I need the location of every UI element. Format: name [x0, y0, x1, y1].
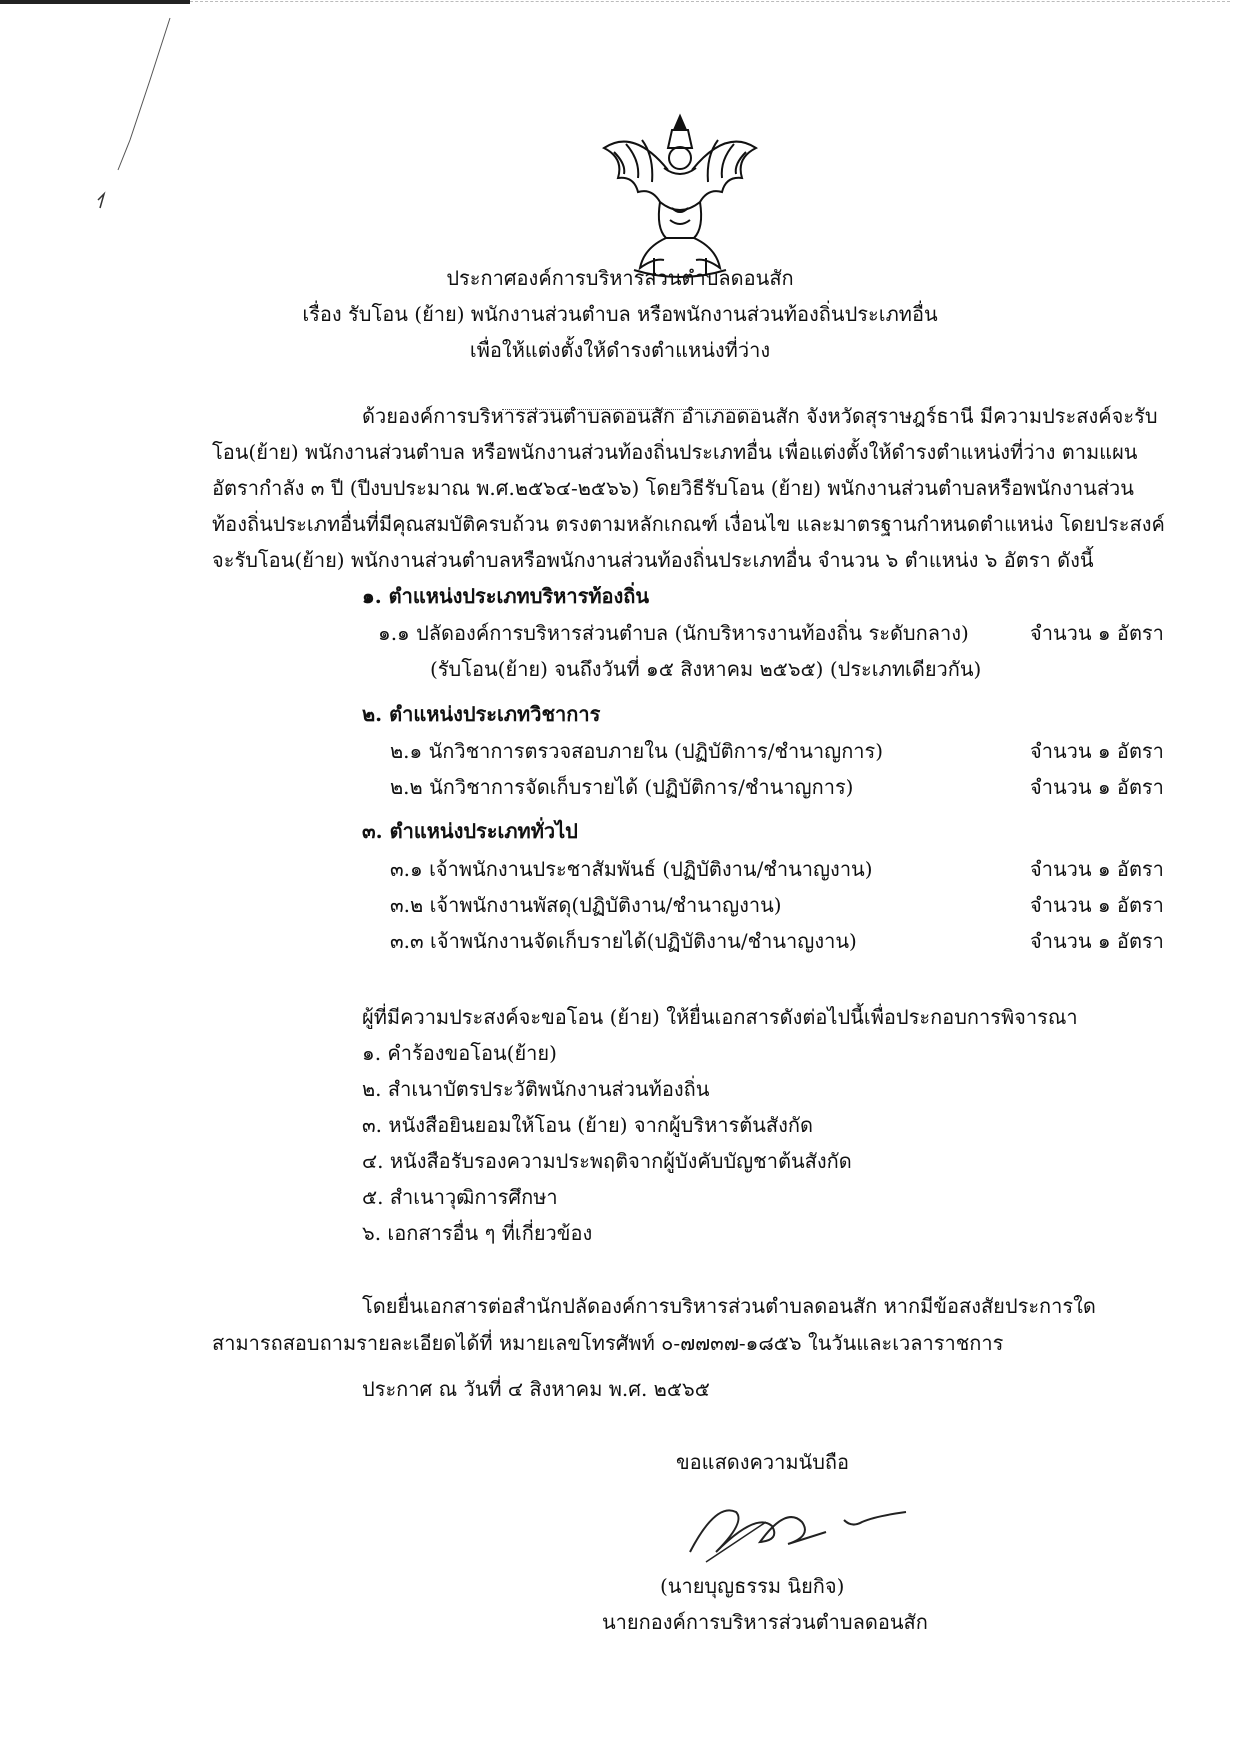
position-item-label: ๓.๒ เจ้าพนักงานพัสดุ(ปฏิบัติงาน/ชำนาญงาน) [390, 893, 782, 917]
position-item-quota: จำนวน ๑ อัตรา [1030, 775, 1164, 799]
position-heading: ๓. ตำแหน่งประเภททั่วไป [362, 819, 578, 843]
position-item-label: ๓.๓ เจ้าพนักงานจัดเก็บรายได้(ปฏิบัติงาน/ชำนาญงาน) [390, 929, 857, 953]
position-item-quota: จำนวน ๑ อัตรา [1030, 857, 1164, 881]
position-item-label: ๓.๑ เจ้าพนักงานประชาสัมพันธ์ (ปฏิบัติงาน/ชำนาญงาน) [390, 857, 873, 881]
intro-line: อัตรากำลัง ๓ ปี (ปีงบประมาณ พ.ศ.๒๕๖๔-๒๕๖๖) โดยวิธีรับโอน (ย้าย) พนักงานส่วนตำบลหรือพนักงานส่วน [212, 476, 1134, 500]
intro-line: จะรับโอน(ย้าย) พนักงานส่วนตำบลหรือพนักงานส่วนท้องถิ่นประเภทอื่น จำนวน ๖ ตำแหน่ง ๖ อัตรา ดังนี้ [212, 548, 1094, 572]
scan-edge-dash [190, 1, 1230, 2]
position-item-quota: จำนวน ๑ อัตรา [1030, 621, 1164, 645]
position-heading: ๑. ตำแหน่งประเภทบริหารท้องถิ่น [362, 584, 650, 608]
regards-text: ขอแสดงความนับถือ [676, 1450, 850, 1474]
position-heading: ๒. ตำแหน่งประเภทวิชาการ [362, 702, 601, 726]
scan-edge-mark [0, 0, 190, 4]
document-item: ๑. คำร้องขอโอน(ย้าย) [362, 1041, 557, 1065]
document-item: ๖. เอกสารอื่น ๆ ที่เกี่ยวข้อง [362, 1221, 593, 1245]
signer-title: นายกองค์การบริหารส่วนตำบลดอนสัก [602, 1610, 928, 1634]
margin-pen-mark [90, 10, 180, 210]
position-item-quota: จำนวน ๑ อัตรา [1030, 929, 1164, 953]
position-item-quota: จำนวน ๑ อัตรา [1030, 739, 1164, 763]
document-item: ๒. สำเนาบัตรประวัติพนักงานส่วนท้องถิ่น [362, 1077, 710, 1101]
position-item-label: ๒.๒ นักวิชาการจัดเก็บรายได้ (ปฏิบัติการ/ชำนาญการ) [390, 775, 854, 799]
garuda-emblem [594, 108, 766, 283]
signer-name: (นายบุญธรรม นิยกิจ) [660, 1574, 845, 1598]
intro-line: ด้วยองค์การบริหารส่วนตำบลดอนสัก อำเภอดอนสัก จังหวัดสุราษฎร์ธานี มีความประสงค์จะรับ [362, 404, 1158, 428]
document-item: ๕. สำเนาวุฒิการศึกษา [362, 1185, 558, 1209]
subject-line: เรื่อง รับโอน (ย้าย) พนักงานส่วนตำบล หรือพนักงานส่วนท้องถิ่นประเภทอื่น [302, 302, 938, 326]
agency-title: ประกาศองค์การบริหารส่วนตำบลดอนสัก [446, 266, 794, 290]
documents-intro: ผู้ที่มีความประสงค์จะขอโอน (ย้าย) ให้ยื่นเอกสารดังต่อไปนี้เพื่อประกอบการพิจารณา [362, 1005, 1078, 1029]
closing-line: โดยยื่นเอกสารต่อสำนักปลัดองค์การบริหารส่วนตำบลดอนสัก หากมีข้อสงสัยประการใด [362, 1294, 1096, 1318]
handwritten-signature [676, 1482, 936, 1572]
intro-line: โอน(ย้าย) พนักงานส่วนตำบล หรือพนักงานส่วนท้องถิ่นประเภทอื่น เพื่อแต่งตั้งให้ดำรงตำแหน่งที่ว่าง ตามแผน [212, 440, 1138, 464]
position-item-label: ๒.๑ นักวิชาการตรวจสอบภายใน (ปฏิบัติการ/ชำนาญการ) [390, 739, 884, 763]
position-item-quota: จำนวน ๑ อัตรา [1030, 893, 1164, 917]
position-item-label: ๑.๑ ปลัดองค์การบริหารส่วนตำบล (นักบริหารงานท้องถิ่น ระดับกลาง) [378, 621, 969, 645]
document-item: ๔. หนังสือรับรองความประพฤติจากผู้บังคับบัญชาต้นสังกัด [362, 1149, 852, 1173]
closing-line: สามารถสอบถามรายละเอียดได้ที่ หมายเลขโทรศัพท์ ๐-๗๗๓๗-๑๘๕๖ ในวันและเวลาราชการ [212, 1331, 1004, 1355]
subject-line-2: เพื่อให้แต่งตั้งให้ดำรงตำแหน่งที่ว่าง [469, 338, 771, 362]
position-item-note: (รับโอน(ย้าย) จนถึงวันที่ ๑๕ สิงหาคม ๒๕๖๕) (ประเภทเดียวกัน) [430, 657, 982, 681]
announce-date: ประกาศ ณ วันที่ ๔ สิงหาคม พ.ศ. ๒๕๖๕ [362, 1377, 710, 1401]
intro-line: ท้องถิ่นประเภทอื่นที่มีคุณสมบัติครบถ้วน ตรงตามหลักเกณฑ์ เงื่อนไข และมาตรฐานกำหนดตำแหน่ง โดยประสงค์ [212, 512, 1165, 536]
document-item: ๓. หนังสือยินยอมให้โอน (ย้าย) จากผู้บริหารต้นสังกัด [362, 1113, 813, 1137]
